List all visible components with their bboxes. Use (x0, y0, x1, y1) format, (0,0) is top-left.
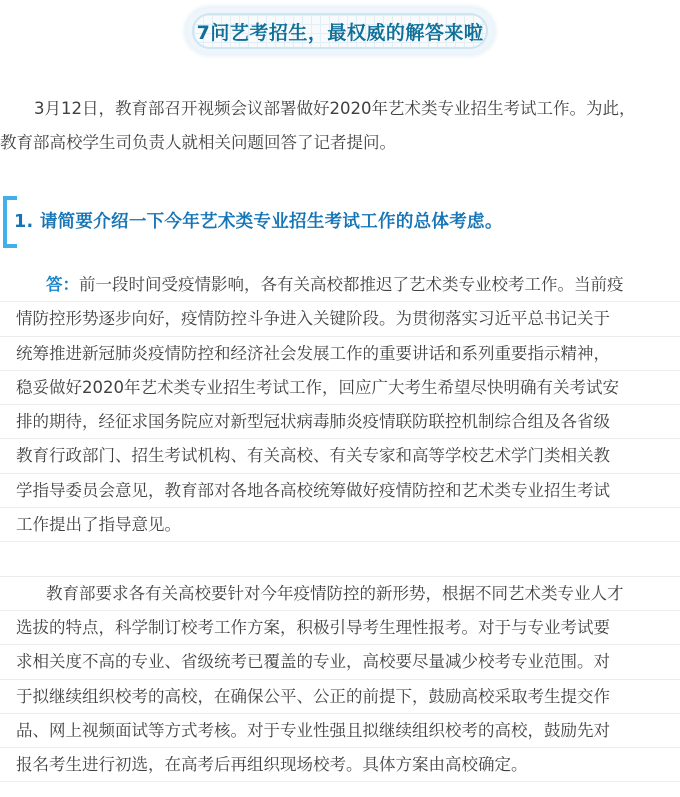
blank-ruled-line (0, 542, 680, 576)
question-heading (0, 196, 680, 252)
article-title-banner (186, 8, 494, 54)
answer-line: 稳妥做好2020年艺术类专业招生考试工作，回应广大考生希望尽快明确有关考试安 (0, 371, 680, 405)
answer-ruled-block (0, 268, 680, 782)
answer-line: 求相关度不高的专业、省级统考已覆盖的专业，高校要尽量减少校考专业范围。对 (0, 645, 680, 679)
answer-line: 学指导委员会意见，教育部对各地各高校统筹做好疫情防控和艺术类专业招生考试 (0, 474, 680, 508)
answer-line: 报名考生进行初选，在高考后再组织现场校考。具体方案由高校确定。 (0, 748, 680, 782)
answer-line: 统筹推进新冠肺炎疫情防控和经济社会发展工作的重要讲话和系列重要指示精神， (0, 337, 680, 371)
answer-line: 排的期待，经征求国务院应对新型冠状病毒肺炎疫情联防联控机制综合组及各省级 (0, 405, 680, 439)
answer-line: 教育部要求各有关高校要针对今年疫情防控的新形势，根据不同艺术类专业人才 (0, 577, 680, 611)
article-title: 7问艺考招生，最权威的解答来啦 (196, 21, 484, 44)
intro-paragraph (0, 92, 680, 160)
intro-line: 3月12日，教育部召开视频会议部署做好2020年艺术类专业招生考试工作。为此， (34, 99, 636, 118)
answer-line (0, 268, 680, 302)
answer-line: 于拟继续组织校考的高校，在确保公平、公正的前提下，鼓励高校采取考生提交作 (0, 680, 680, 714)
answer-line: 工作提出了指导意见。 (0, 508, 680, 542)
answer-line: 情防控形势逐步向好，疫情防控斗争进入关键阶段。为贯彻落实习近平总书记关于 (0, 302, 680, 336)
intro-line: 教育部高校学生司负责人就相关问题回答了记者提问。 (0, 133, 396, 152)
answer-line: 教育行政部门、招生考试机构、有关高校、有关专家和高等学校艺术学门类相关教 (0, 439, 680, 473)
title-pill (192, 13, 488, 49)
answer-line: 选拔的特点，科学制订校考工作方案，积极引导考生理性报考。对于与专业考试要 (0, 611, 680, 645)
question-text: 1. 请简要介绍一下今年艺术类专业招生考试工作的总体考虑。 (14, 212, 503, 232)
answer-label: 答： (46, 275, 79, 294)
answer-line-text: 前一段时间受疫情影响，各有关高校都推迟了艺术类专业校考工作。当前疫 (79, 275, 624, 294)
answer-line: 品、网上视频面试等方式考核。对于专业性强且拟继续组织校考的高校，鼓励先对 (0, 714, 680, 748)
